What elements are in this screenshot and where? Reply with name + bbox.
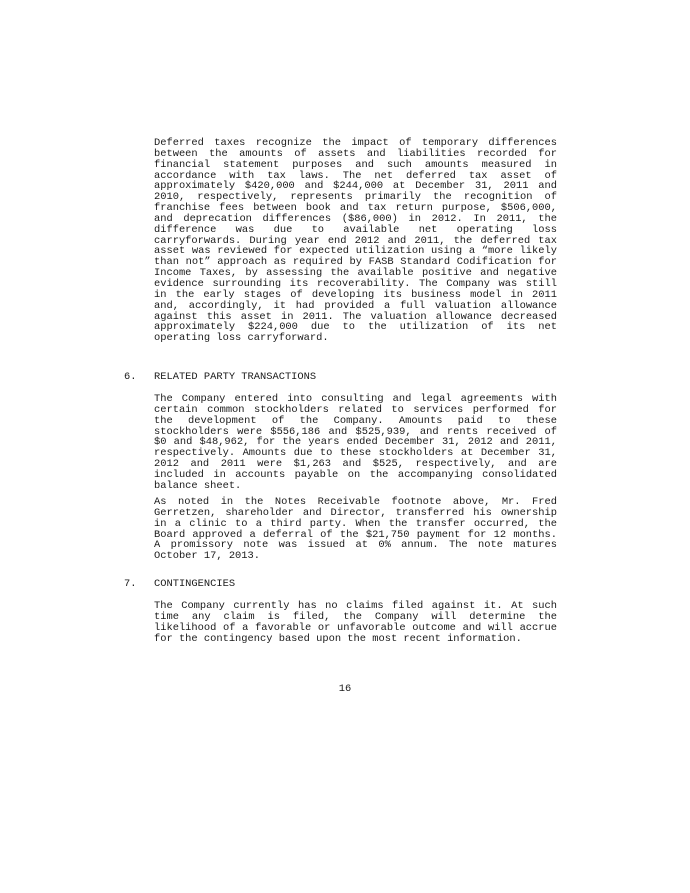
section-6-number: 6.: [124, 371, 137, 383]
section-7-title: CONTINGENCIES: [154, 578, 236, 590]
section-7-number: 7.: [124, 578, 137, 590]
related-party-paragraph-1: The Company entered into consulting and legal agreements with certain common stockholders related to services performed for the development of the Company. Amounts paid to these stockholders were $556,186 and $525,939, and rents received of $0 and $48,962, for the years ended December 31, 2012 and 2011, respectively. Amounts due to these stockholders at December 31, 2012 and 2011 were $1,263 and $525, respectively, and are included in accounts payable on the accompanying consolidated balance sheet.: [154, 393, 557, 492]
contingencies-paragraph: The Company currently has no claims filed against it. At such time any claim is filed, the Company will determine the likelihood of a favorable or unfavorable outcome and will accrue for the contingency based upon the most recent information.: [154, 600, 557, 645]
section-7-heading: [124, 579, 235, 590]
page-number: 16: [338, 683, 352, 695]
section-6-heading: [124, 372, 316, 383]
section-6-title: RELATED PARTY TRANSACTIONS: [154, 371, 317, 383]
deferred-taxes-paragraph: Deferred taxes recognize the impact of temporary differences between the amounts of assets and liabilities recorded for financial statement purposes and such amounts measured in accordance with tax laws. The net deferred tax asset of approximately $420,000 and $244,000 at December 31, 2011 and 2010, respectively, represents primarily the recognition of franchise fees between book and tax return purpose, $506,000, and deprecation differences ($86,000) in 2012. In 2011, the difference was due to available net operating loss carryforwards. During year end 2012 and 2011, the deferred tax asset was reviewed for expected utilization using a “more likely than not” approach as required by FASB Standard Codification for Income Taxes, by assessing the available positive and negative evidence surrounding its recoverability. The Company was still in the early stages of developing its business model in 2011 and, accordingly, it had provided a full valuation allowance against this asset in 2011. The valuation allowance decreased approximately $224,000 due to the utilization of its net operating loss carryforward.: [154, 137, 557, 345]
related-party-paragraph-2: As noted in the Notes Receivable footnote above, Mr. Fred Gerretzen, shareholder and Director, transferred his ownership in a clinic to a third party. When the transfer occurred, the Board approved a deferral of the $21,750 payment for 12 months. A promissory note was issued at 0% annum. The note matures October 17, 2013.: [154, 496, 557, 563]
